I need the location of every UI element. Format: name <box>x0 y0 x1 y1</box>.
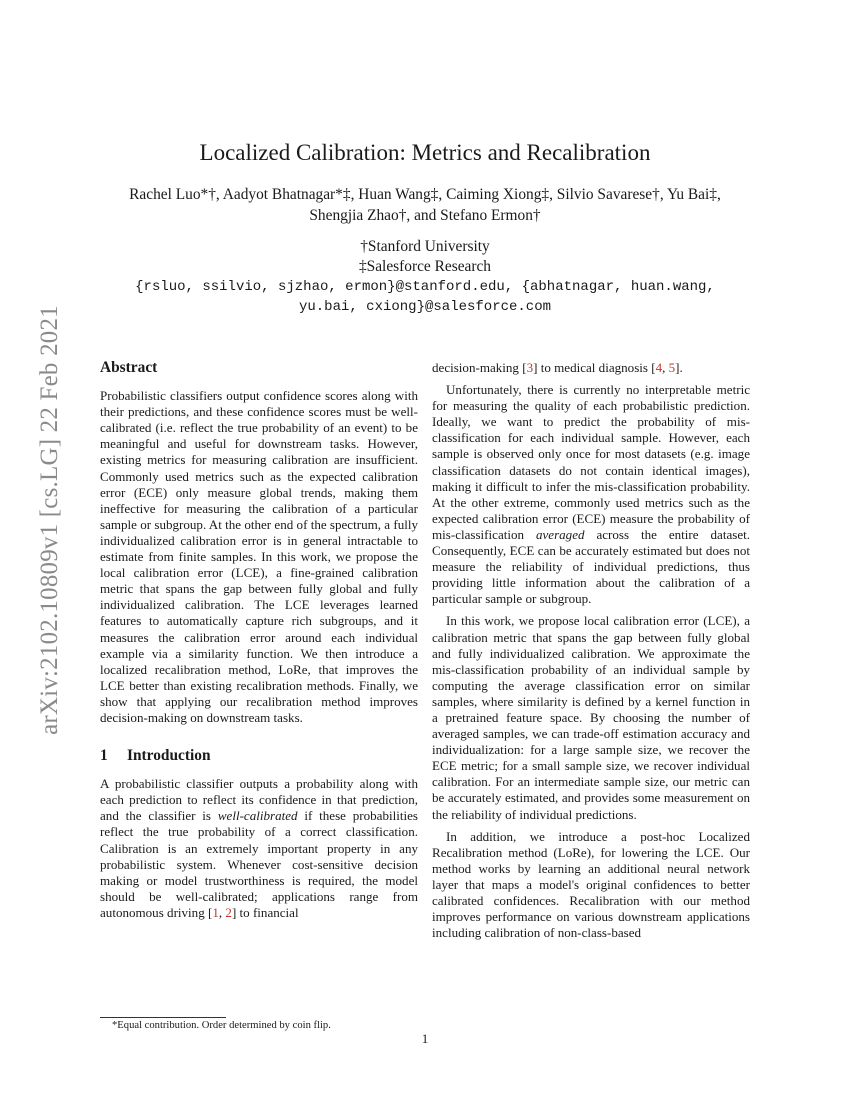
section-number: 1 <box>100 747 108 765</box>
section-title: Introduction <box>127 747 211 765</box>
footnote-equal-contribution: *Equal contribution. Order determined by coin flip. <box>112 1020 331 1031</box>
left-column <box>100 360 418 921</box>
citation-link-3[interactable]: 3 <box>526 360 534 375</box>
author-line-2: Shengjia Zhao†, and Stefano Ermon† <box>309 207 541 224</box>
section-heading-introduction <box>100 748 418 764</box>
page-number: 1 <box>421 1031 429 1046</box>
affiliation-salesforce: ‡Salesforce Research <box>358 258 492 275</box>
intro-paragraph-4: In addition, we introduce a post-hoc Localized Recalibration method (LoRe), for lowering the LCE. Our method works by learning an additional neural network layer that maps a model's original confidences to better calibrated confidences. Recalibration with our method improves performance on various downstream applications including calibration of non-class-based <box>432 828 750 941</box>
author-line-1: Rachel Luo*†, Aadyot Bhatnagar*‡, Huan Wang‡, Caiming Xiong‡, Silvio Savarese†, Yu Bai‡, <box>129 186 721 203</box>
affiliation-stanford: †Stanford University <box>360 238 490 255</box>
intro-paragraph-1: A probabilistic classifier outputs a probability along with each prediction to reflect its confidence in that prediction, and the classifier is well-calibrated if these probabilities reflect the true probability of a correct classification. Calibration is an extremely important property in any probabilistic system. Whenever cost-sensitive decision making or model trustworthiness is required, the model should be well-calibrated; applications range from autonomous driving [1, 2] to financial <box>100 776 418 920</box>
citation-link-5[interactable]: 5 <box>668 360 676 375</box>
emphasis-averaged: averaged <box>535 526 585 542</box>
author-emails <box>100 277 750 317</box>
abstract-heading: Abstract <box>100 359 158 376</box>
intro-paragraph-3: In this work, we propose local calibration error (LCE), a calibration metric that spans the gap between fully global and fully individualized calibration. We approximate the mis-classification probability of an individual sample by computing the average classification error on similar samples, where similarity is defined by a kernel function in a pretrained feature space. By choosing the number of averaged samples, we can trade-off estimation accuracy and individualization: for a large sample size, we recover the ECE metric; for a small sample size, we recover individual calibration. For an intermediate sample size, our metric can be accurately estimated, and provides some measurement on the reliability of individual predictions. <box>432 613 750 822</box>
citation-link-4[interactable]: 4 <box>655 360 663 375</box>
email-line-2: yu.bai, cxiong}@salesforce.com <box>298 299 552 315</box>
author-list <box>95 184 755 226</box>
right-column <box>432 360 750 941</box>
citation-link-1[interactable]: 1 <box>212 904 219 920</box>
arxiv-identifier-stamp: arXiv:2102.10809v1 [cs.LG] 22 Feb 2021 <box>36 305 63 735</box>
paper-title: Localized Calibration: Metrics and Recalibration <box>199 140 651 165</box>
intro-paragraph-1-continued: decision-making [3] to medical diagnosis [4, 5]. <box>432 360 683 375</box>
intro-paragraph-2: Unfortunately, there is currently no interpretable metric for measuring the quality of each probabilistic prediction. Ideally, we want to predict the probability of mis-classification for each individual sample. However, each sample is observed only once for most datasets (e.g. image classification datasets do not contain identical images), making it difficult to infer the mis-classification probability. At the other extreme, commonly used metrics such as the expected calibration error (ECE) measure the probability of mis-classification averaged across the entire dataset. Consequently, ECE can be accurately estimated but does not measure the reliability of individual predictions, thus providing little information about the calibration of a particular sample or subgroup. <box>432 382 750 607</box>
abstract-text: Probabilistic classifiers output confidence scores along with their predictions, and these confidence scores must be well-calibrated (i.e. reflect the true probability of an event) to be meaningful and useful for downstream tasks. However, existing metrics for measuring calibration are insufficient. Commonly used metrics such as the expected calibration error (ECE) only measure global trends, making them ineffective for measuring the calibration of a particular sample or subgroup. At the other end of the spectrum, a fully individualized calibration error is in general intractable to estimate from finite samples. In this work, we propose the local calibration error (LCE), a fine-grained calibration metric that spans the gap between fully global and fully individualized calibration. The LCE leverages learned features to automatically capture rich subgroups, and it measures the calibration error around each individual example via a similarity function. We then introduce a localized recalibration method, LoRe, that improves the LCE better than existing recalibration methods. Finally, we show that applying our recalibration method improves decision-making on downstream tasks. <box>100 388 418 725</box>
email-line-1: {rsluo, ssilvio, sjzhao, ermon}@stanford.edu, {abhatnagar, huan.wang, <box>135 279 715 295</box>
emphasis-well-calibrated: well-calibrated <box>217 808 298 824</box>
citation-link-2[interactable]: 2 <box>225 904 232 920</box>
footnote-divider <box>100 1017 226 1018</box>
affiliations <box>0 237 850 277</box>
